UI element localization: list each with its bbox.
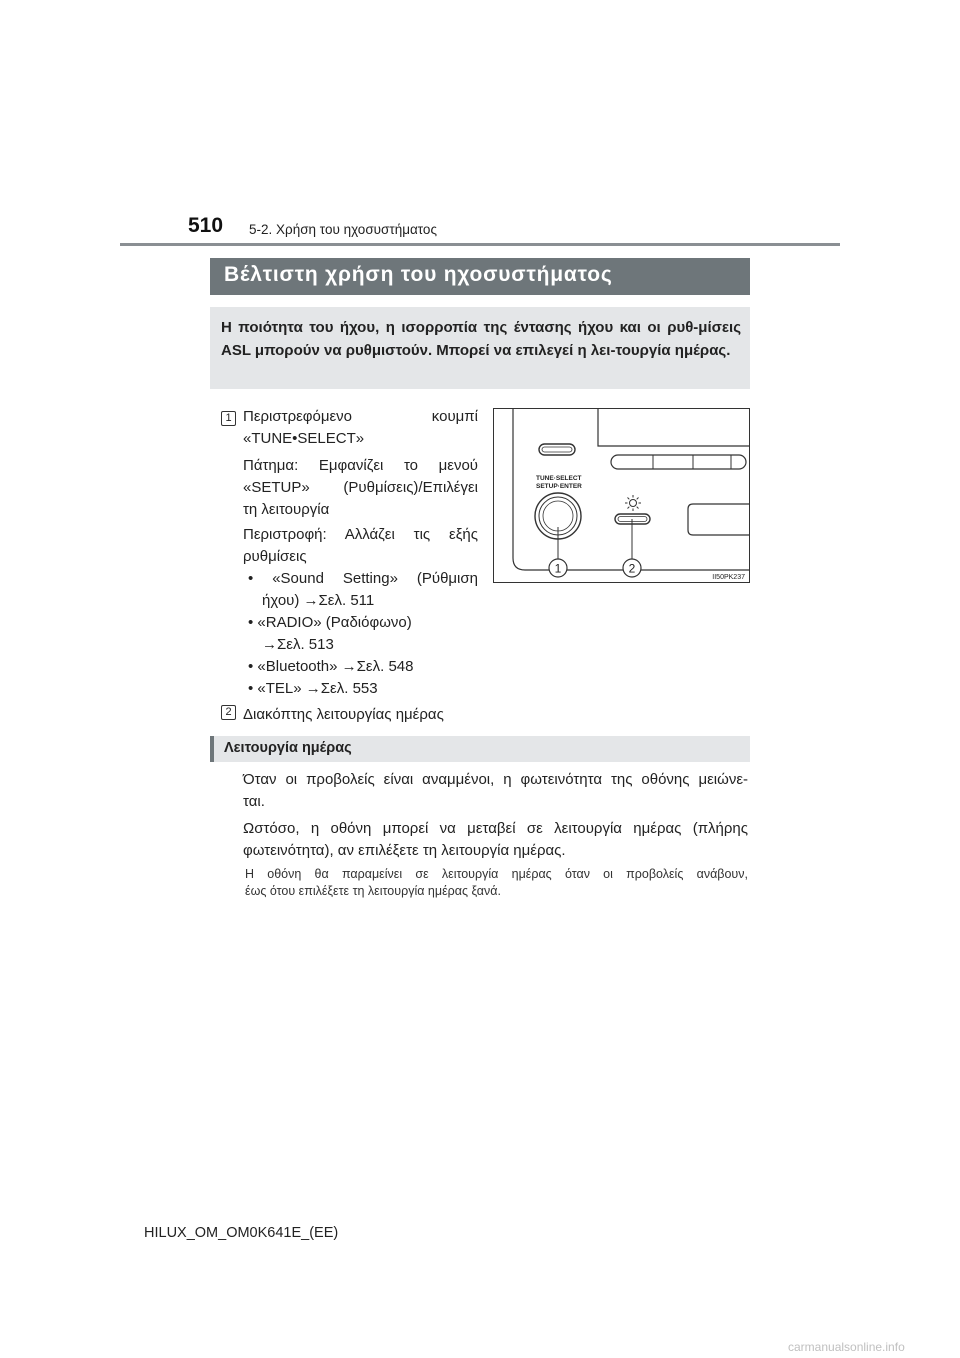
header-divider — [120, 243, 840, 246]
bullet-sound-setting: • «Sound Setting» (Ρύθμιση — [248, 570, 478, 587]
audio-panel-figure — [493, 408, 750, 583]
item1-label: Περιστρεφόμενο κουμπί — [243, 408, 478, 425]
item1-knob-name: «TUNE•SELECT» — [243, 430, 365, 447]
bullet-radio-ref: →Σελ. 513 — [262, 636, 334, 653]
title-bar — [210, 258, 750, 295]
item-number-1: 1 — [221, 411, 236, 426]
intro-text: Η ποιότητα του ήχου, η ισορροπία της έντασης ήχου και οι ρυθ-μίσεις ASL μπορούν να ρυθμιστούν. Μπορεί να επιλεγεί η λει-τουργία ημέρας. — [221, 319, 741, 359]
page-title: Βέλτιστη χρήση του ηχοσυστήματος — [224, 263, 613, 286]
bullet-radio: • «RADIO» (Ραδιόφωνο) — [248, 614, 412, 631]
subheading-bar — [210, 736, 750, 762]
day-mode-para2-line2: φωτεινότητα), αν επιλέξετε τη λειτουργία ημέρας. — [243, 842, 566, 859]
figure-code: II50PK237 — [712, 574, 745, 581]
day-mode-para2-line1: Ωστόσο, η οθόνη μπορεί να μεταβεί σε λειτουργία ημέρας (πλήρης — [243, 820, 748, 837]
day-mode-para1-line1: Όταν οι προβολείς είναι αναμμένοι, η φωτεινότητα της οθόνης μειώνε- — [243, 771, 748, 788]
page-number: 510 — [188, 214, 224, 237]
bullet-sound-setting-ref: ήχου) →Σελ. 511 — [262, 592, 375, 609]
watermark: carmanualsonline.info — [788, 1340, 905, 1354]
intro-box — [210, 307, 750, 389]
item2-label: Διακόπτης λειτουργίας ημέρας — [243, 706, 444, 723]
day-mode-para1-line2: ται. — [243, 793, 265, 810]
svg-text:1: 1 — [554, 561, 562, 576]
day-mode-note-line1: Η οθόνη θα παραμείνει σε λειτουργία ημέρας όταν οι προβολείς ανάβουν, — [245, 867, 748, 881]
svg-text:2: 2 — [628, 561, 636, 576]
setup-enter-label: SETUP·ENTER — [536, 483, 582, 490]
rotate-desc-line1: Περιστροφή: Αλλάζει τις εξής — [243, 526, 478, 543]
press-desc-line2: «SETUP» (Ρυθμίσεις)/Επιλέγει — [243, 479, 478, 496]
bullet-bluetooth: • «Bluetooth» →Σελ. 548 — [248, 658, 414, 675]
bullet-tel: • «TEL» →Σελ. 553 — [248, 680, 378, 697]
item-number-2: 2 — [221, 705, 236, 720]
footer-document-code: HILUX_OM_OM0K641E_(EE) — [144, 1225, 339, 1241]
day-mode-note-line2: έως ότου επιλέξετε τη λειτουργία ημέρας ξανά. — [245, 884, 501, 898]
subheading-day-mode: Λειτουργία ημέρας — [224, 740, 352, 756]
section-title: 5-2. Χρήση του ηχοσυστήματος — [249, 222, 437, 237]
press-desc-line3: τη λειτουργία — [243, 501, 330, 518]
tune-select-label: TUNE·SELECT — [536, 475, 582, 482]
rotate-desc-line2: ρυθμίσεις — [243, 548, 307, 565]
press-desc-line1: Πάτημα: Εμφανίζει το μενού — [243, 457, 478, 474]
